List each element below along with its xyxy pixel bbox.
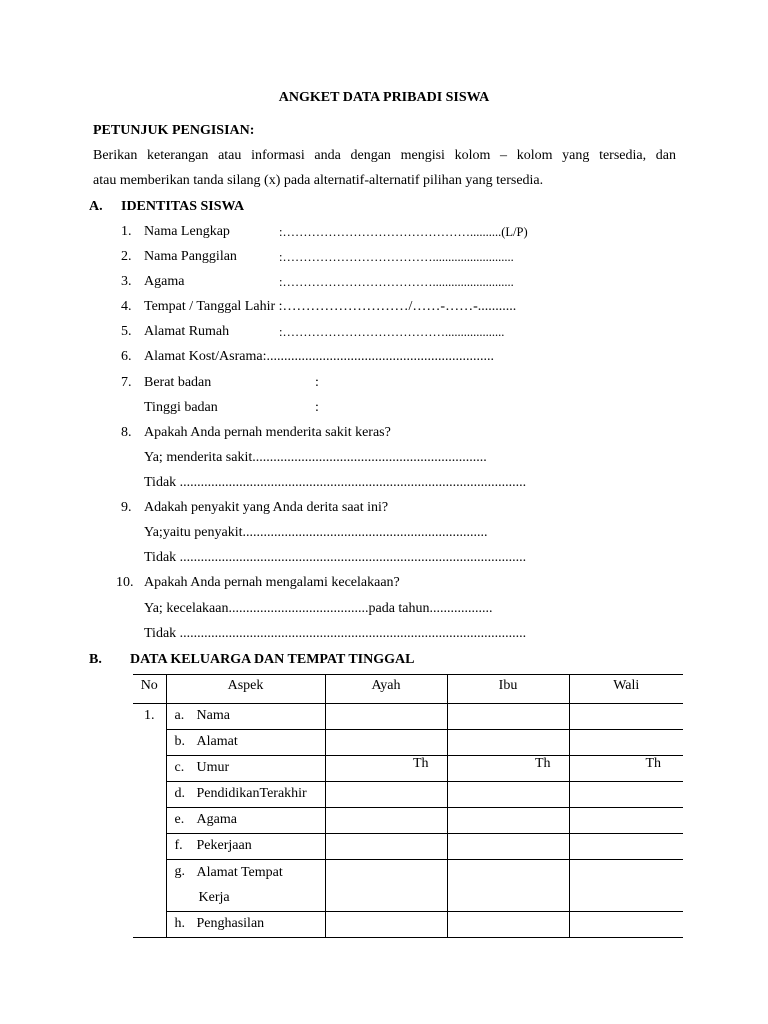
- table-row: [133, 834, 683, 860]
- section-a-heading: IDENTITAS SISWA: [121, 199, 245, 214]
- option-tidak-kecelakaan[interactable]: Tidak ...................................................................................................: [144, 626, 527, 641]
- table-row: [133, 730, 683, 756]
- header-wali: Wali: [569, 675, 683, 704]
- cell-ayah-nama[interactable]: [325, 704, 447, 730]
- question-penyakit-saat-ini: Adakah penyakit yang Anda derita saat ini?: [144, 500, 389, 515]
- table-row: [133, 808, 683, 834]
- cell-ayah-pendidikan[interactable]: [325, 782, 447, 808]
- item-number: 1.: [121, 224, 132, 239]
- aspek-letter: b.: [174, 734, 185, 749]
- cell-ayah-pekerjaan[interactable]: [325, 834, 447, 860]
- section-a-letter: A.: [89, 199, 103, 214]
- field-tinggi-badan[interactable]: :: [315, 400, 319, 415]
- row-number: 1.: [133, 704, 166, 938]
- table-row: [133, 756, 683, 782]
- aspek-letter: f.: [174, 838, 183, 853]
- header-ibu: Ibu: [447, 675, 569, 704]
- header-aspek: Aspek: [166, 675, 325, 704]
- item-number: 10.: [116, 575, 134, 590]
- option-ya-sakit[interactable]: Ya; menderita sakit...................................................................: [144, 450, 487, 465]
- section-b-heading: DATA KELUARGA DAN TEMPAT TINGGAL: [130, 652, 415, 667]
- item-number: 8.: [121, 425, 132, 440]
- aspek-pendidikan: PendidikanTerakhir: [196, 786, 307, 801]
- cell-wali-pendidikan[interactable]: [569, 782, 683, 808]
- cell-ibu-agama[interactable]: [447, 808, 569, 834]
- aspek-pekerjaan: Pekerjaan: [196, 838, 252, 853]
- aspek-penghasilan: Penghasilan: [196, 916, 265, 931]
- aspek-letter: e.: [174, 812, 185, 827]
- option-tidak-sakit[interactable]: Tidak ...................................................................................................: [144, 475, 527, 490]
- cell-wali-agama[interactable]: [569, 808, 683, 834]
- cell-ibu-alamat-kerja[interactable]: [447, 860, 569, 912]
- item-label-tinggi-badan: Tinggi badan: [144, 400, 218, 415]
- aspek-alamat: Alamat: [196, 734, 238, 749]
- cell-wali-alamat-kerja[interactable]: [569, 860, 683, 912]
- cell-ibu-pekerjaan[interactable]: [447, 834, 569, 860]
- header-ayah: Ayah: [325, 675, 447, 704]
- cell-wali-pekerjaan[interactable]: [569, 834, 683, 860]
- family-data-table: [133, 674, 683, 938]
- aspek-umur: Umur: [196, 760, 230, 775]
- instructions-heading: PETUNJUK PENGISIAN:: [93, 123, 255, 138]
- aspek-letter: d.: [174, 786, 185, 801]
- field-nama-panggilan[interactable]: :………………………………..........................: [279, 250, 514, 264]
- cell-ayah-alamat[interactable]: [325, 730, 447, 756]
- aspek-alamat-kerja: Alamat Tempat: [196, 865, 283, 880]
- table-row: [133, 704, 683, 730]
- cell-ibu-pendidikan[interactable]: [447, 782, 569, 808]
- item-number: 3.: [121, 274, 132, 289]
- header-no: No: [140, 678, 158, 693]
- cell-wali-penghasilan[interactable]: [569, 912, 683, 938]
- item-label-nama-lengkap: Nama Lengkap: [144, 224, 230, 239]
- item-number: 5.: [121, 324, 132, 339]
- document-title: ANGKET DATA PRIBADI SISWA: [278, 90, 490, 105]
- cell-wali-umur[interactable]: Th: [569, 756, 683, 782]
- item-label-berat-badan: Berat badan: [144, 375, 212, 390]
- aspek-nama: Nama: [196, 708, 230, 723]
- item-number: 4.: [121, 299, 132, 314]
- aspek-letter: g.: [174, 864, 185, 879]
- question-kecelakaan: Apakah Anda pernah mengalami kecelakaan?: [144, 575, 400, 590]
- option-ya-kecelakaan[interactable]: Ya; kecelakaan........................................pada tahun..................: [144, 601, 493, 616]
- item-label-nama-panggilan: Nama Panggilan: [144, 249, 237, 264]
- table-header-row: [133, 675, 683, 704]
- table-row: [133, 860, 683, 912]
- aspek-letter: h.: [174, 916, 185, 931]
- table-row: [133, 912, 683, 938]
- item-label-agama: Agama: [144, 274, 185, 289]
- section-b-letter: B.: [89, 652, 102, 667]
- aspek-agama: Agama: [196, 812, 237, 827]
- field-nama-lengkap[interactable]: :………………………………………..........(L/P): [279, 225, 528, 239]
- item-number: 6.: [121, 349, 132, 364]
- cell-ayah-alamat-kerja[interactable]: [325, 860, 447, 912]
- field-alamat-rumah[interactable]: :…………………………………...................: [279, 325, 505, 339]
- cell-ibu-penghasilan[interactable]: [447, 912, 569, 938]
- aspek-letter: c.: [174, 760, 185, 775]
- field-alamat-kost[interactable]: Alamat Kost/Asrama:.................................................................: [144, 349, 494, 364]
- item-number: 7.: [121, 375, 132, 390]
- cell-ibu-nama[interactable]: [447, 704, 569, 730]
- aspek-alamat-kerja-line2: Kerja: [198, 890, 230, 905]
- item-label-alamat-rumah: Alamat Rumah: [144, 324, 230, 339]
- field-agama[interactable]: :………………………………..........................: [279, 275, 514, 289]
- cell-ayah-umur[interactable]: Th: [325, 756, 447, 782]
- option-tidak-penyakit[interactable]: Tidak ...................................................................................................: [144, 550, 527, 565]
- option-ya-penyakit[interactable]: Ya;yaitu penyakit......................................................................: [144, 525, 488, 540]
- cell-wali-nama[interactable]: [569, 704, 683, 730]
- item-number: 9.: [121, 500, 132, 515]
- table-row: [133, 782, 683, 808]
- field-berat-badan[interactable]: :: [315, 375, 319, 390]
- cell-ayah-agama[interactable]: [325, 808, 447, 834]
- field-tempat-tanggal-lahir[interactable]: Tempat / Tanggal Lahir :………………………/……-……-...........: [144, 299, 517, 314]
- cell-ayah-penghasilan[interactable]: [325, 912, 447, 938]
- question-sakit-keras: Apakah Anda pernah menderita sakit keras?: [144, 425, 391, 440]
- instructions-line-2: atau memberikan tanda silang (x) pada alternatif-alternatif pilihan yang tersedia.: [93, 173, 544, 188]
- instructions-line-1: Berikan keterangan atau informasi anda dengan mengisi kolom – kolom yang tersedia, dan: [93, 148, 676, 163]
- cell-wali-alamat[interactable]: [569, 730, 683, 756]
- item-number: 2.: [121, 249, 132, 264]
- aspek-letter: a.: [174, 708, 185, 723]
- cell-ibu-alamat[interactable]: [447, 730, 569, 756]
- cell-ibu-umur[interactable]: Th: [447, 756, 569, 782]
